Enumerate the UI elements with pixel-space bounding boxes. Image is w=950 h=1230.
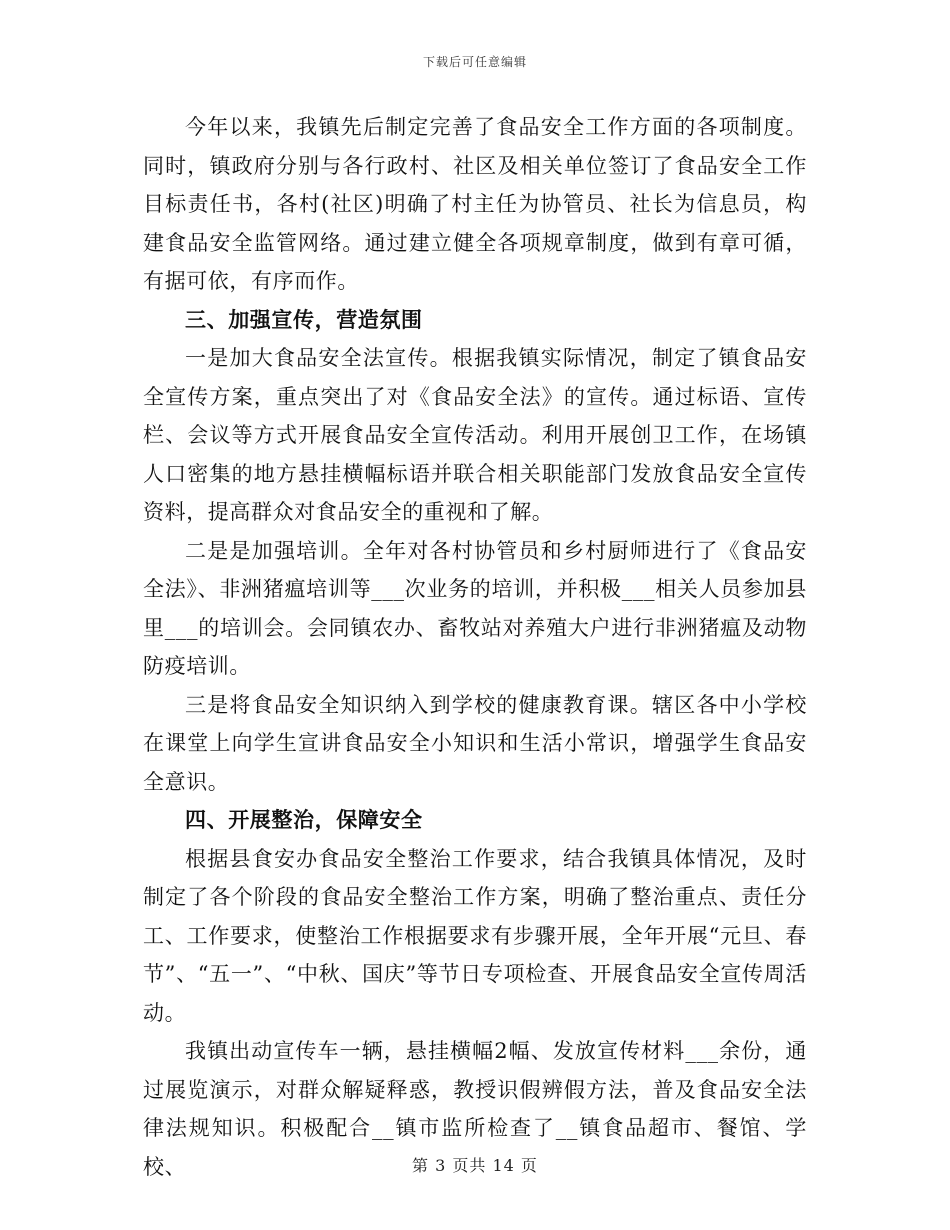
- header-note: 下载后可任意编辑: [422, 55, 527, 69]
- section-heading-rectification: 四、开展整治，保障安全: [185, 807, 423, 832]
- page-number: 第 3 页共 14 页: [412, 1156, 538, 1175]
- paragraph-publicity-vehicle: 我镇出动宣传车一辆，悬挂横幅2幅、发放宣传材料___余份，通过展览演示，对群众解疑释惑，教授识假辨假方法，普及食品安全法律法规知识。积极配合__镇市监所检查了__镇食品超市、餐馆、学校、: [143, 1039, 807, 1179]
- paragraph-rectification-plan: 根据县食安办食品安全整治工作要求，结合我镇具体情况，及时制定了各个阶段的食品安全整治工作方案，明确了整治重点、责任分工、工作要求，使整治工作根据要求有步骤开展，全年开展“元旦、春节”、“五一”、“中秋、国庆”等节日专项检查、开展食品安全宣传周活动。: [143, 846, 807, 1025]
- paragraph-regulations: 今年以来，我镇先后制定完善了食品安全工作方面的各项制度。同时，镇政府分别与各行政村、社区及相关单位签订了食品安全工作目标责任书，各村(社区)明确了村主任为协管员、社长为信息员，构建食品安全监管网络。通过建立健全各项规章制度，做到有章可循，有据可依，有序而作。: [143, 115, 807, 293]
- paragraph-law-publicity: 一是加大食品安全法宣传。根据我镇实际情况，制定了镇食品安全宣传方案，重点突出了对《食品安全法》的宣传。通过标语、宣传栏、会议等方式开展食品安全宣传活动。利用开展创卫工作，在场镇人口密集的地方悬挂横幅标语并联合相关职能部门发放食品安全宣传资料，提高群众对食品安全的重视和了解。: [143, 346, 807, 524]
- document-body: [143, 108, 807, 1186]
- section-heading-publicity: 三、加强宣传，营造氛围: [185, 306, 423, 332]
- paragraph-school-education: 三是将食品安全知识纳入到学校的健康教育课。辖区各中小学校在课堂上向学生宣讲食品安全小知识和生活小常识，增强学生食品安全意识。: [143, 692, 807, 794]
- paragraph-training: 二是是加强培训。全年对各村协管员和乡村厨师进行了《食品安全法》、非洲猪瘟培训等___次业务的培训，并积极___相关人员参加县里___的培训会。会同镇农办、畜牧站对养殖大户进行非洲猪瘟及动物防疫培训。: [143, 538, 807, 678]
